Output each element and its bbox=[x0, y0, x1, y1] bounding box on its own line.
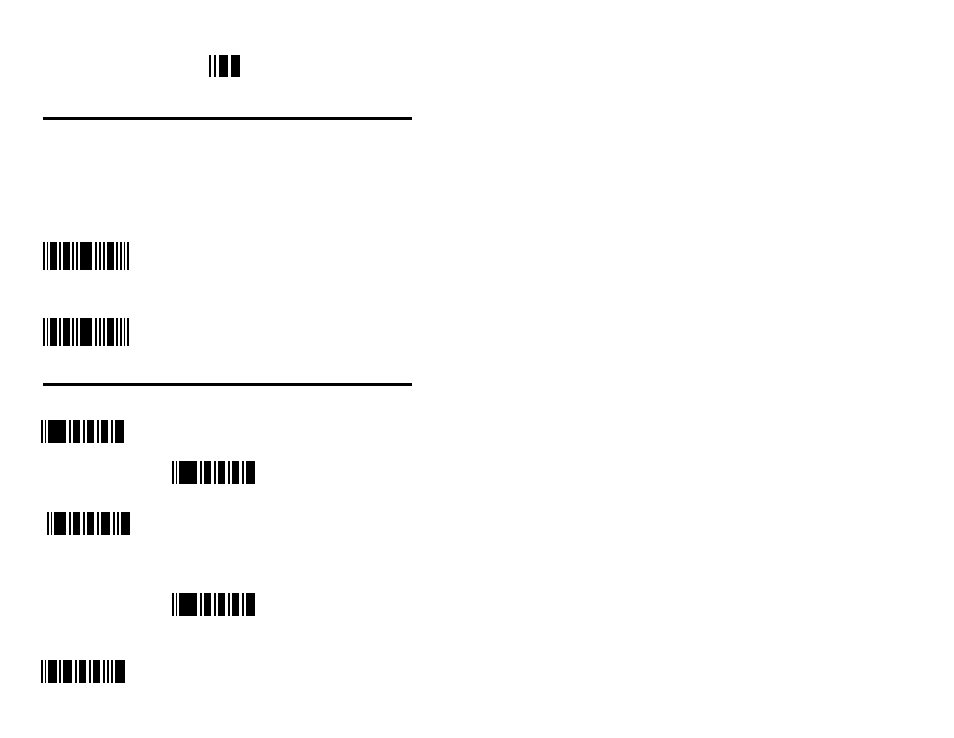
barcode-bar bbox=[97, 512, 99, 535]
barcode-bar bbox=[228, 593, 230, 616]
barcode-bar bbox=[95, 318, 97, 346]
barcode-c bbox=[41, 420, 124, 443]
barcode-bar bbox=[127, 318, 129, 346]
barcode-bar bbox=[179, 461, 197, 484]
barcode-bar bbox=[103, 660, 105, 683]
barcode-bar bbox=[59, 318, 61, 346]
barcode-bar bbox=[200, 461, 202, 484]
barcode-bar bbox=[45, 420, 46, 443]
barcode-bar bbox=[124, 242, 125, 270]
barcode-bar bbox=[209, 55, 211, 77]
barcode-bar bbox=[103, 318, 105, 346]
barcode-bar bbox=[72, 242, 74, 270]
barcode-bar bbox=[99, 242, 101, 270]
barcode-bar bbox=[116, 242, 118, 270]
barcode-e bbox=[47, 512, 130, 535]
barcode-bar bbox=[87, 512, 94, 535]
barcode-bar bbox=[101, 512, 110, 535]
barcode-bar bbox=[242, 461, 244, 484]
barcode-bar bbox=[50, 318, 57, 346]
barcode-bar bbox=[47, 242, 48, 270]
barcode-bar bbox=[127, 242, 129, 270]
barcode-bar bbox=[200, 593, 202, 616]
barcode-bar bbox=[204, 593, 211, 616]
barcode-bar bbox=[172, 461, 174, 484]
barcode-bar bbox=[231, 55, 240, 77]
barcode-bar bbox=[50, 242, 57, 270]
barcode-bar bbox=[48, 420, 66, 443]
barcode-bar bbox=[89, 660, 91, 683]
barcode-bar bbox=[73, 420, 80, 443]
barcode-bar bbox=[111, 420, 113, 443]
barcode-bar bbox=[113, 512, 115, 535]
barcode-bar bbox=[45, 660, 46, 683]
barcode-bar bbox=[47, 318, 48, 346]
barcode-bar bbox=[41, 660, 43, 683]
barcode-bar bbox=[79, 660, 86, 683]
divider-middle bbox=[43, 383, 412, 386]
barcode-bar bbox=[232, 593, 239, 616]
barcode-bar bbox=[93, 660, 100, 683]
barcode-bar bbox=[48, 660, 57, 683]
barcode-bar bbox=[228, 461, 230, 484]
barcode-bar bbox=[218, 461, 225, 484]
barcode-f bbox=[172, 593, 255, 616]
barcode-d bbox=[172, 461, 255, 484]
barcode-g bbox=[41, 660, 125, 683]
barcode-bar bbox=[83, 512, 85, 535]
barcode-bar bbox=[72, 318, 74, 346]
barcode-bar bbox=[120, 318, 122, 346]
barcode-bar bbox=[54, 512, 66, 535]
barcode-bar bbox=[214, 461, 216, 484]
barcode-bar bbox=[63, 660, 72, 683]
barcode-bar bbox=[103, 242, 105, 270]
barcode-bar bbox=[83, 420, 85, 443]
barcode-bar bbox=[172, 593, 174, 616]
barcode-bar bbox=[124, 318, 125, 346]
divider-top bbox=[43, 117, 412, 120]
barcode-bar bbox=[59, 242, 61, 270]
barcode-bar bbox=[97, 420, 99, 443]
barcode-bar bbox=[232, 461, 239, 484]
barcode-bar bbox=[43, 318, 45, 346]
barcode-bar bbox=[246, 461, 255, 484]
barcode-a bbox=[43, 242, 129, 270]
barcode-b bbox=[43, 318, 129, 346]
barcode-bar bbox=[95, 242, 97, 270]
barcode-bar bbox=[176, 461, 177, 484]
barcode-bar bbox=[116, 318, 118, 346]
barcode-bar bbox=[80, 242, 92, 270]
barcode-bar bbox=[75, 660, 77, 683]
barcode-bar bbox=[121, 512, 130, 535]
barcode-bar bbox=[73, 512, 80, 535]
barcode-bar bbox=[179, 593, 197, 616]
barcode-bar bbox=[69, 420, 71, 443]
barcode-bar bbox=[107, 660, 109, 683]
barcode-bar bbox=[219, 55, 228, 77]
barcode-bar bbox=[80, 318, 92, 346]
barcode-bar bbox=[43, 242, 45, 270]
barcode-bar bbox=[117, 512, 119, 535]
barcode-bar bbox=[107, 318, 114, 346]
barcode-bar bbox=[63, 318, 70, 346]
barcode-bar bbox=[242, 593, 244, 616]
barcode-bar bbox=[76, 242, 78, 270]
barcode-bar bbox=[214, 593, 216, 616]
barcode-bar bbox=[246, 593, 255, 616]
barcode-bar bbox=[214, 55, 216, 77]
barcode-bar bbox=[51, 512, 52, 535]
barcode-bar bbox=[76, 318, 78, 346]
barcode-bar bbox=[218, 593, 225, 616]
barcode-bar bbox=[101, 420, 108, 443]
barcode-bar bbox=[99, 318, 101, 346]
barcode-bar bbox=[107, 242, 114, 270]
barcode-bar bbox=[111, 660, 113, 683]
barcode-bar bbox=[63, 242, 70, 270]
barcode-bar bbox=[59, 660, 61, 683]
barcode-top bbox=[209, 55, 242, 77]
barcode-bar bbox=[120, 242, 122, 270]
barcode-bar bbox=[115, 660, 125, 683]
barcode-bar bbox=[69, 512, 71, 535]
barcode-bar bbox=[41, 420, 43, 443]
barcode-bar bbox=[87, 420, 94, 443]
barcode-bar bbox=[204, 461, 211, 484]
barcode-bar bbox=[115, 420, 124, 443]
barcode-bar bbox=[47, 512, 49, 535]
barcode-bar bbox=[176, 593, 177, 616]
